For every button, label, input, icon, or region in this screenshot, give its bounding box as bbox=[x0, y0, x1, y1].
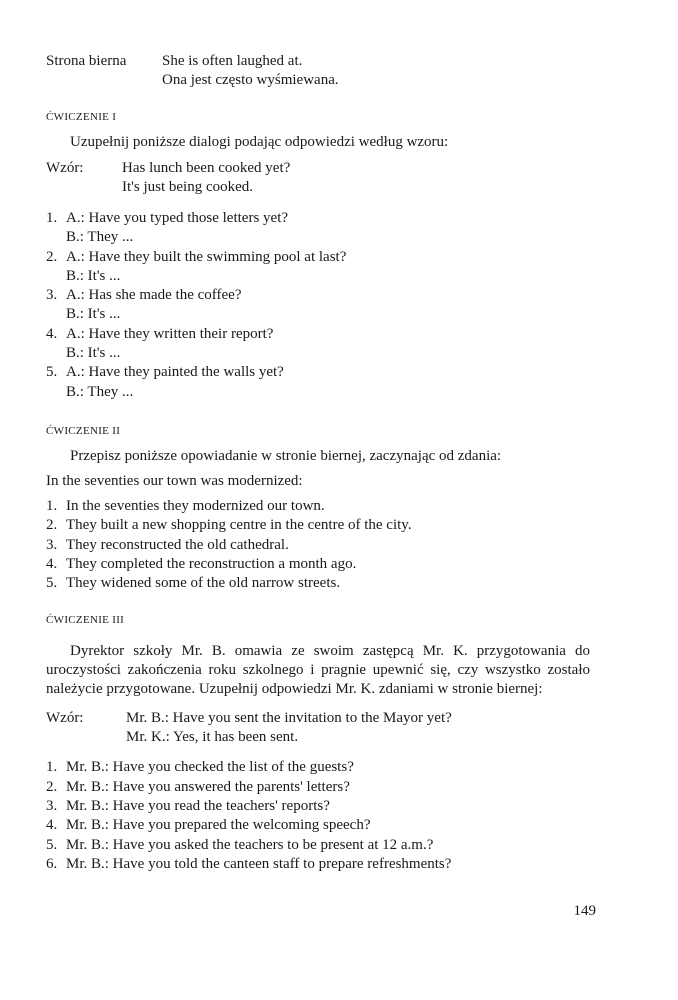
item-number: 1. bbox=[46, 759, 58, 776]
item-number: 3. bbox=[46, 287, 58, 304]
list-item bbox=[46, 778, 590, 797]
ex1-example-line1: Has lunch been cooked yet? bbox=[122, 160, 291, 176]
ex1-example-label: Wzór: bbox=[46, 160, 84, 176]
list-item bbox=[46, 209, 590, 248]
item-line-a: A.: Has she made the coffee? bbox=[66, 287, 242, 304]
item-line-b: B.: They ... bbox=[66, 229, 134, 246]
list-item bbox=[46, 574, 590, 593]
item-text: In the seventies they modernized our town. bbox=[66, 497, 325, 514]
item-line-b: B.: It's ... bbox=[66, 267, 121, 284]
item-text: Mr. B.: Have you answered the parents' letters? bbox=[66, 778, 350, 795]
ex3-heading: ĆWICZENIE III bbox=[46, 614, 125, 627]
item-number: 6. bbox=[46, 855, 58, 872]
item-line-a: A.: Have they built the swimming pool at last? bbox=[66, 248, 347, 265]
item-text: Mr. B.: Have you prepared the welcoming speech? bbox=[66, 817, 371, 834]
list-item bbox=[46, 286, 590, 325]
item-number: 5. bbox=[46, 364, 58, 381]
intro-line-polish: Ona jest często wyśmiewana. bbox=[162, 72, 339, 88]
intro-label: Strona bierna bbox=[46, 53, 127, 69]
ex2-instruction: Przepisz poniższe opowiadanie w stronie biernej, zaczynając od zdania: bbox=[70, 447, 502, 464]
item-text: Mr. B.: Have you read the teachers' reports? bbox=[66, 798, 330, 815]
ex3-list bbox=[46, 758, 590, 874]
item-number: 1. bbox=[46, 497, 58, 514]
list-item bbox=[46, 248, 590, 287]
list-item bbox=[46, 325, 590, 364]
list-item bbox=[46, 855, 590, 874]
page-number: 149 bbox=[573, 903, 596, 919]
ex2-list bbox=[46, 497, 590, 593]
list-item bbox=[46, 363, 590, 402]
item-text: They reconstructed the old cathedral. bbox=[66, 536, 289, 553]
item-number: 1. bbox=[46, 210, 58, 226]
item-number: 4. bbox=[46, 817, 58, 834]
item-line-a: A.: Have you typed those letters yet? bbox=[66, 210, 289, 226]
ex3-example-label: Wzór: bbox=[46, 710, 84, 727]
ex2-lead: In the seventies our town was modernized: bbox=[46, 472, 303, 489]
list-item bbox=[46, 797, 590, 816]
item-line-b: B.: They ... bbox=[66, 383, 134, 400]
list-item bbox=[46, 555, 590, 574]
item-line-a: A.: Have they written their report? bbox=[66, 325, 274, 342]
passive-voice-example bbox=[46, 52, 590, 90]
ex1-example-line2: It's just being cooked. bbox=[122, 179, 254, 195]
item-line-b: B.: It's ... bbox=[66, 345, 121, 362]
list-item bbox=[46, 836, 590, 855]
ex1-example bbox=[46, 159, 590, 197]
item-number: 3. bbox=[46, 536, 58, 553]
list-item bbox=[46, 758, 590, 777]
item-number: 2. bbox=[46, 248, 58, 265]
ex3-instruction: Dyrektor szkoły Mr. B. omawia ze swoim zastępcą Mr. K. przygotowania do uroczystości zakończenia roku szkolnego i pragnie upewnić się, czy wszystko zostało należycie przygotowane. Uzupełnij odpowiedzi Mr. K. zdaniami w stronie biernej: bbox=[46, 643, 590, 698]
ex3-example bbox=[46, 709, 590, 747]
item-text: They built a new shopping centre in the centre of the city. bbox=[66, 517, 412, 534]
item-text: Mr. B.: Have you checked the list of the guests? bbox=[66, 759, 354, 776]
item-number: 2. bbox=[46, 778, 58, 795]
ex1-instruction: Uzupełnij poniższe dialogi podając odpowiedzi według wzoru: bbox=[70, 134, 449, 150]
ex3-example-line2: Mr. K.: Yes, it has been sent. bbox=[126, 729, 299, 746]
item-text: Mr. B.: Have you asked the teachers to be present at 12 a.m.? bbox=[66, 836, 434, 853]
item-number: 3. bbox=[46, 798, 58, 815]
list-item bbox=[46, 536, 590, 555]
list-item bbox=[46, 497, 590, 516]
list-item bbox=[46, 816, 590, 835]
ex2-heading: ĆWICZENIE II bbox=[46, 424, 121, 437]
item-text: They completed the reconstruction a month ago. bbox=[66, 555, 357, 572]
page-content bbox=[46, 52, 590, 874]
item-number: 2. bbox=[46, 517, 58, 534]
ex1-heading: ĆWICZENIE I bbox=[46, 111, 117, 123]
item-number: 4. bbox=[46, 325, 58, 342]
intro-line-english: She is often laughed at. bbox=[162, 53, 303, 69]
item-number: 4. bbox=[46, 555, 58, 572]
list-item bbox=[46, 516, 590, 535]
item-number: 5. bbox=[46, 836, 58, 853]
item-number: 5. bbox=[46, 575, 58, 592]
ex1-list bbox=[46, 209, 590, 402]
item-text: Mr. B.: Have you told the canteen staff to prepare refreshments? bbox=[66, 855, 452, 872]
item-line-a: A.: Have they painted the walls yet? bbox=[66, 364, 284, 381]
item-text: They widened some of the old narrow streets. bbox=[66, 575, 341, 592]
ex3-example-line1: Mr. B.: Have you sent the invitation to the Mayor yet? bbox=[126, 710, 452, 727]
item-line-b: B.: It's ... bbox=[66, 306, 121, 323]
